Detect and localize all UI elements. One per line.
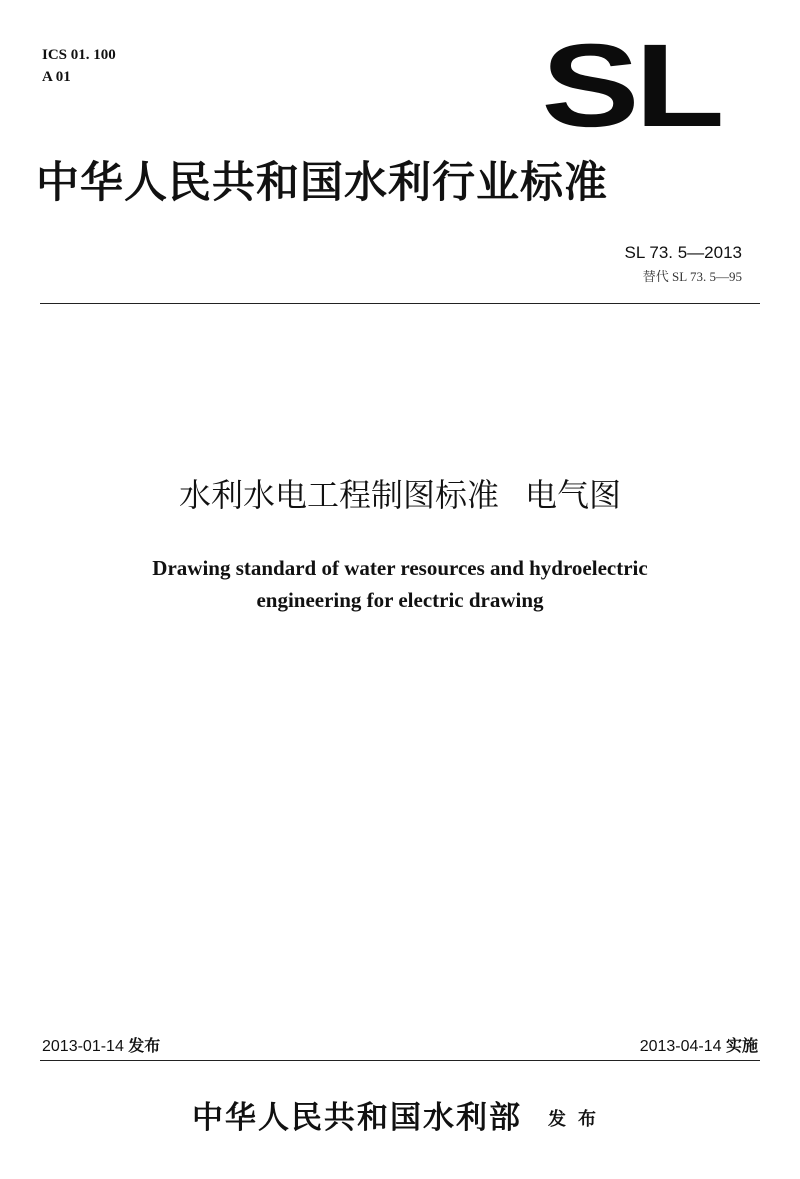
english-title-line-2: engineering for electric drawing — [256, 588, 544, 612]
bottom-divider — [40, 1060, 760, 1061]
ics-code: ICS 01. 100 — [42, 47, 116, 63]
effective-date-label: 实施 — [725, 1036, 758, 1055]
sl-logo: SL — [541, 20, 720, 152]
top-divider — [40, 303, 760, 304]
standard-code-block — [624, 240, 742, 288]
chinese-title — [0, 470, 800, 520]
replaces-standard: 替代 SL 73. 5—95 — [642, 269, 742, 284]
publisher-action: 发布 — [548, 1109, 608, 1130]
issue-date-value: 2013-01-14 — [42, 1038, 124, 1055]
classification-block — [42, 44, 116, 88]
issue-date-label: 发布 — [128, 1036, 161, 1055]
english-title-line-1: Drawing standard of water resources and hydroelectric — [152, 556, 648, 580]
chinese-title-sub: 电气图 — [525, 476, 622, 514]
publisher-line — [0, 1093, 800, 1143]
chinese-title-main: 水利水电工程制图标准 — [178, 476, 499, 514]
effective-date — [640, 1034, 758, 1059]
ccs-code: A 01 — [42, 69, 71, 85]
ministry-standard-title: 中华人民共和国水利行业标准 — [36, 158, 608, 208]
publisher-org: 中华人民共和国水利部 — [192, 1100, 522, 1136]
effective-date-value: 2013-04-14 — [639, 1038, 722, 1055]
issue-date — [42, 1034, 160, 1059]
standard-number: SL 73. 5—2013 — [624, 243, 742, 262]
english-title — [0, 552, 800, 616]
